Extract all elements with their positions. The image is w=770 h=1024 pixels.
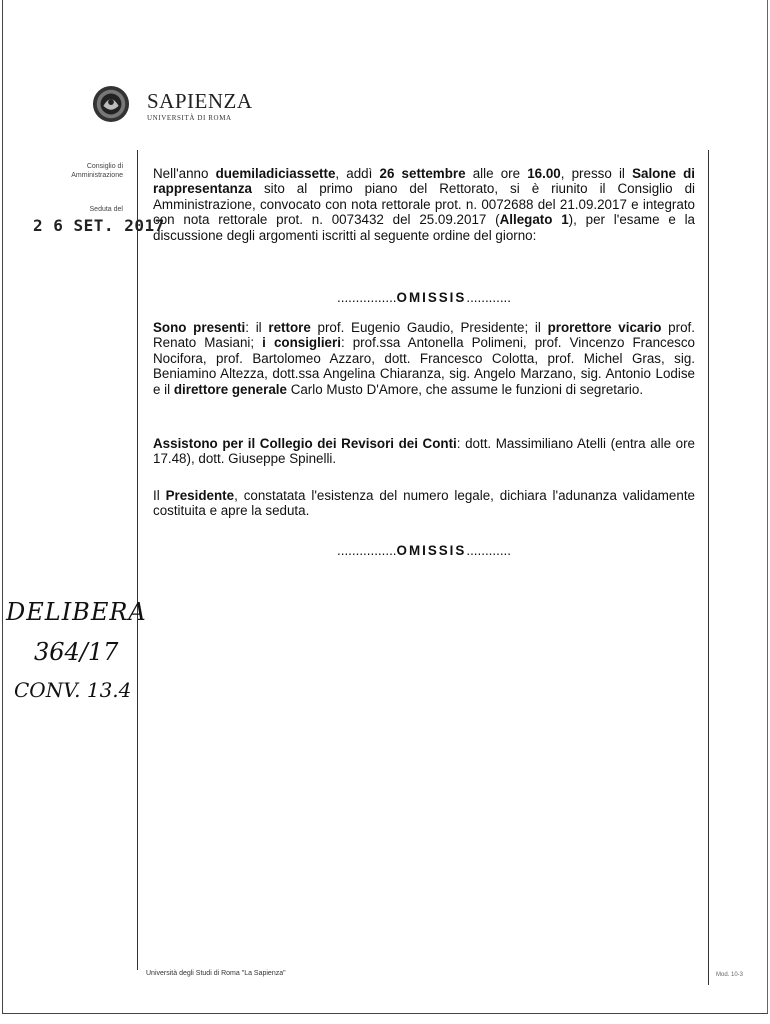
omissis-word: OMISSIS [396,543,467,558]
bold-text: Assistono per il Collegio dei Revisori dei Conti [153,436,457,451]
handwritten-delibera: DELIBERA [6,598,147,626]
footer-mod: Mod. 10-3 [716,972,744,978]
presenti-paragraph [153,320,695,397]
bold-text: direttore generale [173,381,287,397]
handwritten-number: 364/17 [34,638,119,666]
intro-paragraph [153,166,695,243]
bold-text: rettore [268,320,311,335]
bold-text: duemiladiciassette [215,166,336,181]
text-run: prof. Renato Masiani; [153,320,695,351]
margin-rule-left [137,150,138,970]
omissis-dots-left: ................ [337,290,397,305]
presidente-paragraph [153,488,695,519]
bold-text: Presidente [165,488,235,503]
text-run: prof. Eugenio Gaudio, Presidente; il [310,320,548,335]
omissis-dots-right: ............ [466,290,511,305]
brand-subtitle: UNIVERSITÀ DI ROMA [147,114,232,122]
text-run: Il [153,488,166,503]
page-border-left [2,0,3,1014]
omissis-dots-left: ................ [337,543,397,558]
margin-rule-right [708,150,709,985]
bold-text: 26 settembre [379,166,466,181]
footer-university: Università degli Studi di Roma "La Sapienza" [146,970,286,977]
text-run: , constatata l'esistenza del numero legale, dichiara l'adunanza validamente costituita e apre la seduta. [153,488,695,519]
organ-label-line2: Amministrazione [71,172,123,179]
text-run: Carlo Musto D'Amore, che assume le funzioni di segretario. [286,381,644,397]
handwritten-conv: CONV. 13.4 [14,678,132,702]
text-run: ), per l'esame e la discussione degli argomenti iscritti al seguente ordine del giorno: [153,212,695,243]
text-run: alle ore [465,166,528,181]
date-stamp: 2 6 SET. 2017 [33,216,165,235]
page-border-bottom [2,1013,768,1014]
brand-block [147,91,253,122]
text-run: : prof.ssa Antonella Polimeni, prof. Vincenzo Francesco Nocifora, prof. Bartolomeo Azzaro, dott. Francesco Colotta, prof. Michel Gras, sig. Beniamino Altezza, dott.ssa Angelina Chiaranza, sig. Angelo Marzano, sig. Antonio Lodise e il [153,335,695,397]
assistono-paragraph [153,436,695,467]
bold-text: Allegato 1 [499,212,569,228]
omissis-line-2 [153,543,695,558]
omissis-line-1 [153,290,695,305]
bold-text: i consiglieri [262,335,341,351]
bold-text: Sono presenti [153,320,246,335]
session-label: Seduta del [89,206,123,213]
organ-label-line1: Consiglio di [86,163,123,170]
sapienza-seal-icon [92,85,130,123]
page-border-right [767,0,768,1014]
bold-text: 16.00 [527,166,561,181]
text-run: : dott. Massimiliano Atelli (entra alle ore 17.48), dott. Giuseppe Spinelli. [153,436,695,467]
omissis-word: OMISSIS [396,290,467,305]
text-run: , addì [335,166,380,181]
text-run: Nell'anno [153,166,216,181]
brand-name: SAPIENZA [147,89,253,113]
bold-text: Salone di rappresentanza [153,166,696,197]
omissis-dots-right: ............ [466,543,511,558]
text-run: : il [245,320,269,335]
text-run: sito al primo piano del Rettorato, si è riunito il Consiglio di Amministrazione, convocato con nota rettorale prot. n. 0072688 del 21.09.2017 e integrato con nota rettorale prot. n. 0073432 del 25.09.2017 ( [153,181,695,228]
bold-text: prorettore vicario [547,320,662,335]
text-run: , presso il [560,166,633,181]
